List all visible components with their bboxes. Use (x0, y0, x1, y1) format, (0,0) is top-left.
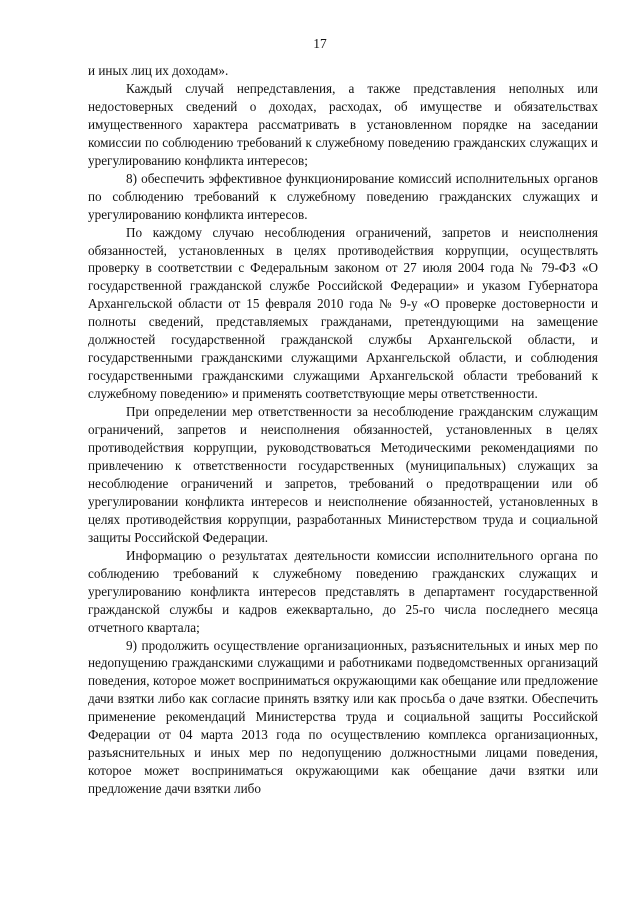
paragraph-continuation: и иных лиц их доходам». (88, 63, 229, 78)
page-number: 17 (313, 36, 327, 51)
paragraph-commission-reporting: Информацию о результатах деятельности комиссии исполнительного органа по соблюдению требований к служебному поведению гражданских служащих и урегулированию конфликта интересов представлять в департамент государственной гражданской службы и кадров ежеквартально, до 25-го числа последнего месяца отчетного квартала; (88, 547, 598, 635)
paragraph-verification: По каждому случаю несоблюдения ограничений, запретов и неисполнения обязанностей, установленных в целях противодействия коррупции, осуществлять проверку в соответствии с Федеральным законом от 27 июля 2004 года № 79-ФЗ «О государственной гражданской службе Российской Федерации» и указом Губернатора Архангельской области от 15 февраля 2010 года № 9-у «О проверке достоверности и полноты сведений, представляемых гражданами, претендующими на замещение должностей государственной гражданской службы Архангельской области, и государственными гражданскими служащими Архангельской области, и соблюдения государственными гражданскими служащими Архангельской области требований к служебному поведению» и применять соответствующие меры ответственности. (88, 224, 598, 402)
paragraph-item-8: 8) обеспечить эффективное функционирование комиссий исполнительных органов по соблюдению требований к служебному поведению гражданских служащих и урегулированию конфликта интересов. (88, 170, 598, 222)
paragraph-liability-measures: При определении мер ответственности за несоблюдение гражданским служащим ограничений, запретов и неисполнения обязанностей, установленных в целях противодействия коррупции, руководствоваться Методическими рекомендациями по привлечению к ответственности государственных (муниципальных) служащих за несоблюдение ограничений и запретов, требований о предотвращении или об урегулировании конфликта интересов и неисполнение обязанностей, установленных в целях противодействия коррупции, разработанных Министерством труда и социальной защиты Российской Федерации. (88, 404, 598, 545)
paragraph-item-9: 9) продолжить осуществление организационных, разъяснительных и иных мер по недопущению гражданскими служащими и работниками подведомственных организаций поведения, которое может восприниматься окружающими как обещание или предложение дачи взятки либо как согласие принять взятку или как просьба о даче взятки. Обеспечить применение рекомендаций Министерства труда и социальной защиты Российской Федерации от 04 марта 2013 года по осуществлению комплекса организационных, разъяснительных и иных мер по недопущению должностными лицами поведения, которое может восприниматься окружающими как обещание дачи взятки или предложение дачи взятки либо (88, 637, 598, 797)
document-body (88, 62, 598, 798)
paragraph-nonsubmission-cases: Каждый случай непредставления, а также представления неполных или недостоверных сведений о доходах, расходах, об имуществе и обязательствах имущественного характера рассматривать в установленном порядке на заседании комиссии по соблюдению требований к служебному поведению гражданских служащих и урегулированию конфликта интересов; (88, 80, 598, 168)
